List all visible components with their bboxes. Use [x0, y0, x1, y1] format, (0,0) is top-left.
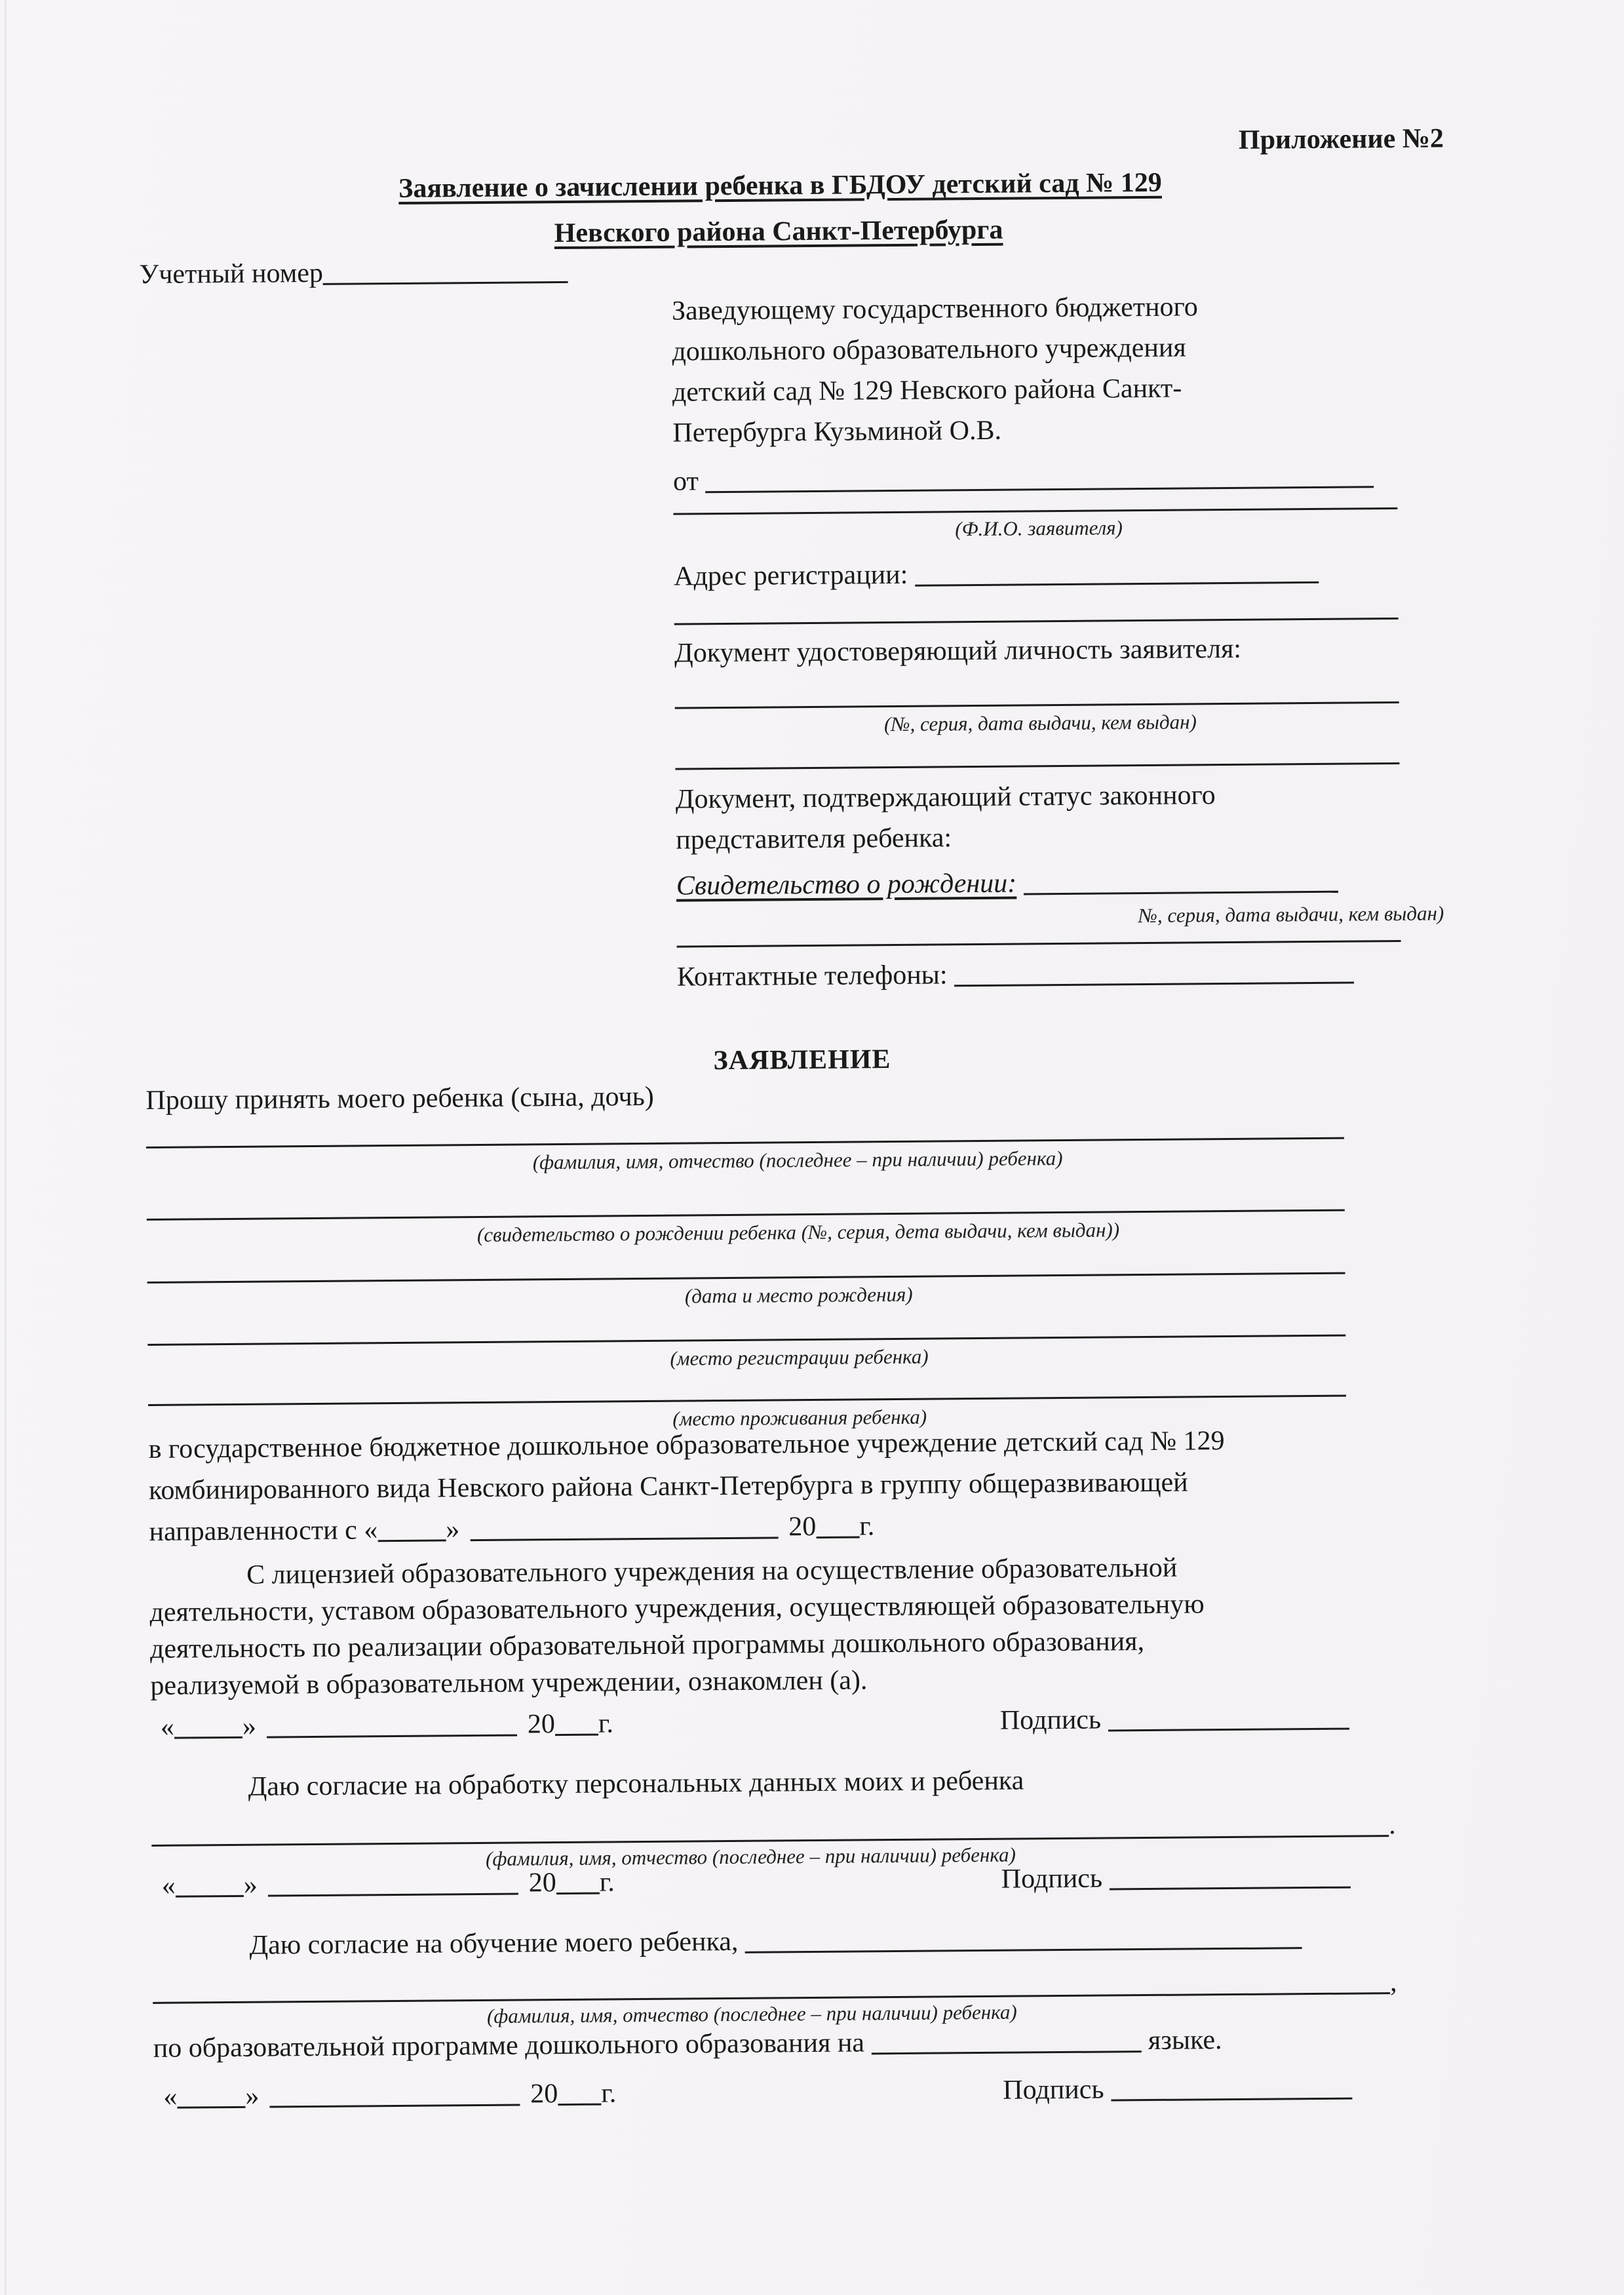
- signature-blank: [1111, 2078, 1352, 2102]
- year-blank: [558, 2084, 601, 2106]
- month-blank: [268, 1873, 518, 1897]
- enrollment-year-blank: [816, 1516, 859, 1539]
- child-fields-block: [146, 1137, 1346, 1436]
- birth-certificate-row: [676, 860, 1407, 907]
- from-label: от: [672, 466, 699, 497]
- child-residence-place-caption: (место проживания ребенка): [672, 1405, 927, 1430]
- contact-phones-row: [677, 951, 1408, 998]
- year-blank: [555, 1714, 598, 1736]
- signature-blank: [1109, 1867, 1350, 1891]
- spacer: [613, 1729, 1000, 1733]
- addressee-line-1: Заведующему государственного бюджетного: [671, 292, 1198, 326]
- from-row: [673, 456, 1404, 502]
- license-line-4: реализуемой в образовательном учреждении, ознакомлен (а).: [150, 1665, 868, 1701]
- license-line-3: деятельность по реализации образовательной программы дошкольного образования,: [149, 1626, 1145, 1664]
- child-registration-place-caption: (место регистрации ребенка): [670, 1344, 929, 1370]
- enrollment-line-2: комбинированного вида Невского района Санкт-Петербурга в группу общеразвивающей: [148, 1467, 1188, 1506]
- form-title-line2-text: Невского района Санкт-Петербурга: [554, 214, 1003, 249]
- license-date-sign-row: [161, 1698, 1349, 1748]
- consent-education-name-blank-1: [745, 1927, 1302, 1953]
- quote-close: »: [242, 1711, 257, 1742]
- quote-close: »: [245, 2081, 260, 2111]
- paragraph-indent: [153, 1953, 250, 1955]
- birth-certificate-caption: №, серия, дата выдачи, кем выдан): [1138, 901, 1444, 928]
- education-program-row: [153, 2020, 1222, 2069]
- quote-close: »: [446, 1514, 460, 1545]
- birth-certificate-blank: [1024, 871, 1338, 895]
- enrollment-day-blank: [377, 1520, 446, 1542]
- signature-label: Подпись: [1003, 2074, 1104, 2106]
- account-number-blank: [323, 262, 568, 285]
- enrollment-year-suffix: г.: [859, 1511, 875, 1542]
- form-title-line1-text: Заявление о зачислении ребенка в ГБДОУ детский сад № 129: [398, 167, 1162, 204]
- quote-open: «: [364, 1515, 378, 1546]
- consent-education-date-sign-row: [163, 2068, 1352, 2118]
- identity-document-label: Документ удостоверяющий личность заявителя:: [674, 633, 1242, 669]
- enrollment-line-3-prefix: направленности с: [149, 1515, 357, 1547]
- enrollment-month-blank: [470, 1517, 778, 1541]
- quote-open: «: [163, 2081, 178, 2112]
- day-blank: [176, 1875, 244, 1898]
- appendix-label: Приложение №2: [1238, 123, 1444, 155]
- education-program-suffix: языке.: [1148, 2025, 1222, 2056]
- month-blank: [269, 2085, 520, 2108]
- addressee-line-2: дошкольного образовательного учреждения: [672, 332, 1186, 367]
- contact-phones-blank: [954, 962, 1354, 987]
- registration-address-blank-2: [674, 618, 1399, 625]
- day-blank: [177, 2087, 245, 2109]
- child-birth-certificate-caption: (свидетельство о рождении ребенка (№, серия, дета выдачи, кем выдан)): [476, 1218, 1120, 1247]
- spacer: [615, 1887, 1001, 1891]
- license-line-2: деятельности, уставом образовательного учреждения, осуществляющей образовательную: [149, 1589, 1205, 1628]
- consent-education-intro: Даю согласие на обучение моего ребенка,: [249, 1926, 739, 1961]
- month-blank: [267, 1715, 517, 1738]
- quote-open: «: [160, 1712, 175, 1742]
- year-blank: [556, 1873, 600, 1895]
- language-blank: [871, 2031, 1141, 2054]
- consent-education-intro-row: [152, 1917, 1302, 1967]
- status-document-label-line2: представителя ребенка:: [676, 823, 952, 855]
- child-birth-date-place-caption: (дата и место рождения): [684, 1282, 913, 1308]
- addressee-block: [671, 285, 1444, 998]
- education-program-prefix: по образовательной программе дошкольного образования на: [153, 2028, 865, 2064]
- contact-phones-label: Контактные телефоны:: [676, 960, 948, 992]
- registration-address-label: Адрес регистрации:: [673, 559, 908, 592]
- request-line: Прошу принять моего ребенка (сына, дочь): [145, 1081, 654, 1116]
- account-number-row: [139, 251, 568, 296]
- consent-personal-data-intro: Даю согласие на обработку персональных данных моих и ребенка: [248, 1765, 1024, 1802]
- quote-close: »: [243, 1870, 258, 1900]
- registration-address-blank-1: [915, 562, 1319, 587]
- consent-education-name-caption: (фамилия, имя, отчество (последнее – при наличии) ребенка): [486, 2000, 1017, 2028]
- addressee-line-4: Петербурга Кузьминой О.В.: [672, 415, 1002, 448]
- signature-label: Подпись: [999, 1704, 1102, 1736]
- day-blank: [174, 1717, 242, 1739]
- consent-personal-data-date-sign-row: [162, 1856, 1351, 1907]
- signature-blank: [1108, 1708, 1349, 1732]
- birth-certificate-label: Свидетельство о рождении:: [676, 868, 1017, 901]
- child-name-caption: (фамилия, имя, отчество (последнее – при наличии) ребенка): [532, 1147, 1063, 1174]
- year-prefix: 20: [528, 1868, 556, 1898]
- sentence-comma: ,: [1389, 1967, 1397, 1998]
- license-paragraph: [149, 1549, 1205, 1704]
- enrollment-paragraph: [148, 1421, 1225, 1553]
- enrollment-line-1: в государственное бюджетное дошкольное образовательное учреждение детский сад № 129: [148, 1426, 1225, 1464]
- status-document-label-line1: Документ, подтверждающий статус законного: [675, 780, 1216, 815]
- identity-document-blank-2: [675, 762, 1399, 770]
- year-suffix: г.: [599, 1867, 615, 1898]
- form-title-line2: [0, 205, 1591, 259]
- addressee-line-3: детский сад № 129 Невского района Санкт-: [672, 373, 1182, 408]
- quote-open: «: [161, 1870, 176, 1901]
- applicant-name-caption: (Ф.И.О. заявителя): [955, 516, 1123, 541]
- account-number-label: Учетный номер: [139, 258, 324, 290]
- year-suffix: г.: [601, 2078, 617, 2109]
- sentence-period: .: [1388, 1810, 1396, 1841]
- year-suffix: г.: [598, 1708, 614, 1739]
- year-prefix: 20: [530, 2079, 558, 2109]
- identity-document-caption: (№, серия, дата выдачи, кем выдан): [883, 710, 1197, 736]
- license-line-1: С лицензией образовательного учреждения на осуществление образовательной: [246, 1552, 1178, 1590]
- registration-address-row: [674, 551, 1404, 597]
- year-prefix: 20: [527, 1709, 556, 1740]
- contact-phones-blank-top: [677, 940, 1401, 948]
- statement-heading: ЗАЯВЛЕНИЕ: [713, 1044, 891, 1076]
- enrollment-date-row: [149, 1503, 1225, 1553]
- spacer: [616, 2098, 1003, 2102]
- signature-label: Подпись: [1001, 1863, 1103, 1894]
- enrollment-year-prefix: 20: [788, 1511, 817, 1542]
- consent-personal-data-name-caption: (фамилия, имя, отчество (последнее – при наличии) ребенка): [485, 1843, 1016, 1870]
- applicant-name-blank-1: [705, 466, 1374, 493]
